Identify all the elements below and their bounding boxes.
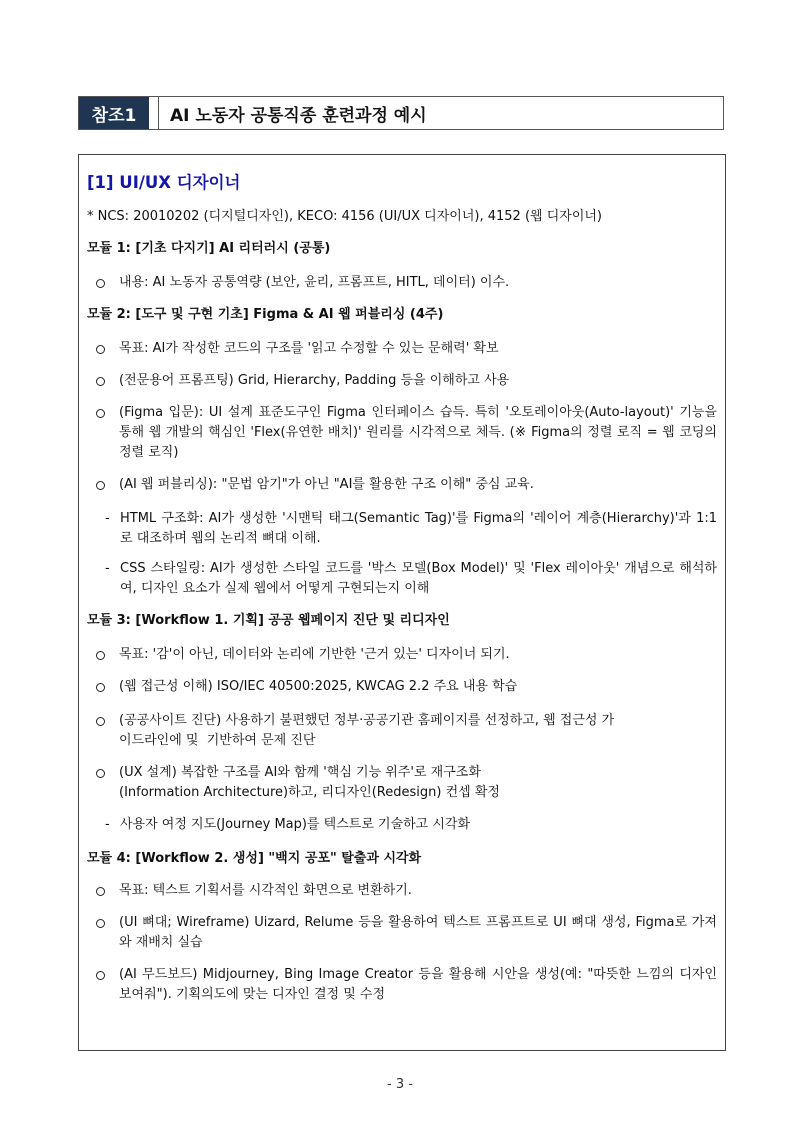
page-number: - 3 - <box>387 1077 413 1092</box>
module-2-title: 모듈 2: [도구 및 구현 기초] Figma & AI 웹 퍼블리싱 (4주) <box>87 307 444 322</box>
module-2-sub-1: - HTML 구조화: AI가 생성한 '시맨틱 태그(Semantic Tag)'를 Figma의 '레이어 계층(Hierarchy)'과 1:1로 대조하며 웹의 논리적 뼈대 이해. <box>105 511 717 546</box>
circle-bullet-icon <box>96 887 105 896</box>
ncs-note: * NCS: 20010202 (디지털디자인), KECO: 4156 (UI/UX 디자이너), 4152 (웹 디자이너) <box>87 209 603 224</box>
appendix-title: AI 노동자 공통직종 훈련과정 예시 <box>170 105 427 126</box>
module-4-bullet-2: (UI 뼈대; Wireframe) Uizard, Relume 등을 활용하여 텍스트 프롬프트로 UI 뼈대 생성, Figma로 가져와 재배치 실습 <box>93 913 717 953</box>
module-3-title: 모듈 3: [Workflow 1. 기획] 공공 웹페이지 진단 및 리디자인 <box>87 613 450 628</box>
circle-bullet-icon <box>96 377 105 386</box>
circle-bullet-icon <box>96 683 105 692</box>
circle-bullet-icon <box>96 717 105 726</box>
circle-bullet-icon <box>96 481 105 490</box>
module-1-title: 모듈 1: [기초 다지기] AI 리터러시 (공통) <box>87 241 331 256</box>
circle-bullet-icon <box>96 651 105 660</box>
circle-bullet-icon <box>96 345 105 354</box>
module-4-bullet-3: (AI 무드보드) Midjourney, Bing Image Creator 등을 활용해 시안을 생성(예: "따뜻한 느낌의 디자인 보여줘"). 기획의도에 맞는 디자인 결정 및 수정 <box>93 965 717 1005</box>
module-4-title: 모듈 4: [Workflow 2. 생성] "백지 공포" 탈출과 시각화 <box>87 851 422 866</box>
circle-bullet-icon <box>96 919 105 928</box>
module-2-bullet-3: (Figma 입문): UI 설계 표준도구인 Figma 인터페이스 습득. 특히 '오토레이아웃(Auto-layout)' 기능을 통해 웹 개발의 핵심인 'Flex(유연한 배치)' 원리를 시각적으로 체득. (※ Figma의 정렬 로직 = 웹 코딩의 정렬 로직) <box>93 403 717 463</box>
circle-bullet-icon <box>96 409 105 418</box>
section-title: [1] UI/UX 디자이너 <box>87 173 241 192</box>
module-3-bullet-3: (공공사이트 진단) 사용하기 불편했던 정부·공공기관 홈페이지를 선정하고, 웹 접근성 가 이드라인에 및 기반하여 문제 진단 <box>93 711 717 751</box>
header-divider <box>149 97 159 129</box>
appendix-header <box>78 96 724 130</box>
circle-bullet-icon <box>96 971 105 980</box>
content-box: [1] UI/UX 디자이너 * NCS: 20010202 (디지털디자인), KECO: 4156 (UI/UX 디자이너), 4152 (웹 디자이너) 모듈 1: [기초 다지기] AI 리터러시 (공통) 내용: AI 노동자 공통역량 (보안, 윤리, 프롬프트, HITL, 데이터) 이수. 모듈 2: [도구 및 구현 기초] Figma & AI 웹 퍼블리싱 (4주) 목표: AI가 작성한 코드의 구조를 '읽고 수정할 수 있는 문해력' 확보 (전문용어 프롬프팅) Grid, Hierarchy, Padding 등을 이해하고 사용 (Figma 입문): UI 설계 표준도구인 Figma 인터페이스 습득. 특히 '오토레이아웃(Auto-layout)' 기능을 통해 웹 개발의 핵심인 'Flex(유연한 배치)' 원리를 시각적으로 체득. (※ Figma의 정렬 로직 = 웹 코딩의 정렬 로직) (AI 웹 퍼블리싱): "문법 암기"가 아닌 "AI를 활용한 구조 이해" 중심 교육. - HTML 구조화: AI가 생성한 '시맨틱 태그(Semantic Tag)'를 Figma의 '레이어 계층(Hierarchy)'과 1:1로 대조하며 웹의 논리적 뼈대 이해. - CSS 스타일링: AI가 생성한 스타일 코드를 '박스 모델(Box Model)' 및 'Flex 레이아웃' 개념으로 해석하여, 디자인 요소가 실제 웹에서 어떻게 구현되는지 이해 모듈 3: [Workflow 1. 기획] 공공 웹페이지 진단 및 리디자인 목표: '감'이 아닌, 데이터와 논리에 기반한 '근거 있는' 디자이너 되기. (웹 접근성 이해) ISO/IEC 40500:2025, KWCAG 2.2 주요 내용 학습 (공공사이트 진단) 사용하기 불편했던 정부·공공기관 홈페이지를 선정하고, 웹 접근성 가 이드라인에 및 기반하여 문제 진단 (UX 설계) 복잡한 구조를 AI와 함께 '핵심 기능 위주'로 재구조화 (Information Architecture)하고, 리디자인(Redesign) 컨셉 확정 - 사용자 여정 지도(Journey Map)를 텍스트로 기술하고 시각화 모듈 4: [Workflow 2. 생성] "백지 공포" 탈출과 시각화 목표: 텍스트 기획서를 시각적인 화면으로 변환하기. (UI 뼈대; Wireframe) Uizard, Relume 등을 활용하여 텍스트 프롬프트로 UI 뼈대 생성, Figma로 가져와 재배치 실습 (AI 무드보드) Midjourney, Bing Image Creator 등을 활용해 시안을 생성(예: "따뜻한 느낌의 디자인 보여줘"). 기획의도에 맞는 디자인 결정 및 수정 <box>78 154 726 1051</box>
module-3-bullet-4: (UX 설계) 복잡한 구조를 AI와 함께 '핵심 기능 위주'로 재구조화 (Information Architecture)하고, 리디자인(Redesign) 컨셉 확정 <box>93 763 717 803</box>
module-2-sub-2: - CSS 스타일링: AI가 생성한 스타일 코드를 '박스 모델(Box Model)' 및 'Flex 레이아웃' 개념으로 해석하여, 디자인 요소가 실제 웹에서 어떻게 구현되는지 이해 <box>105 561 717 596</box>
appendix-tag: 참조1 <box>79 97 149 129</box>
circle-bullet-icon <box>96 769 105 778</box>
circle-bullet-icon <box>96 279 105 288</box>
